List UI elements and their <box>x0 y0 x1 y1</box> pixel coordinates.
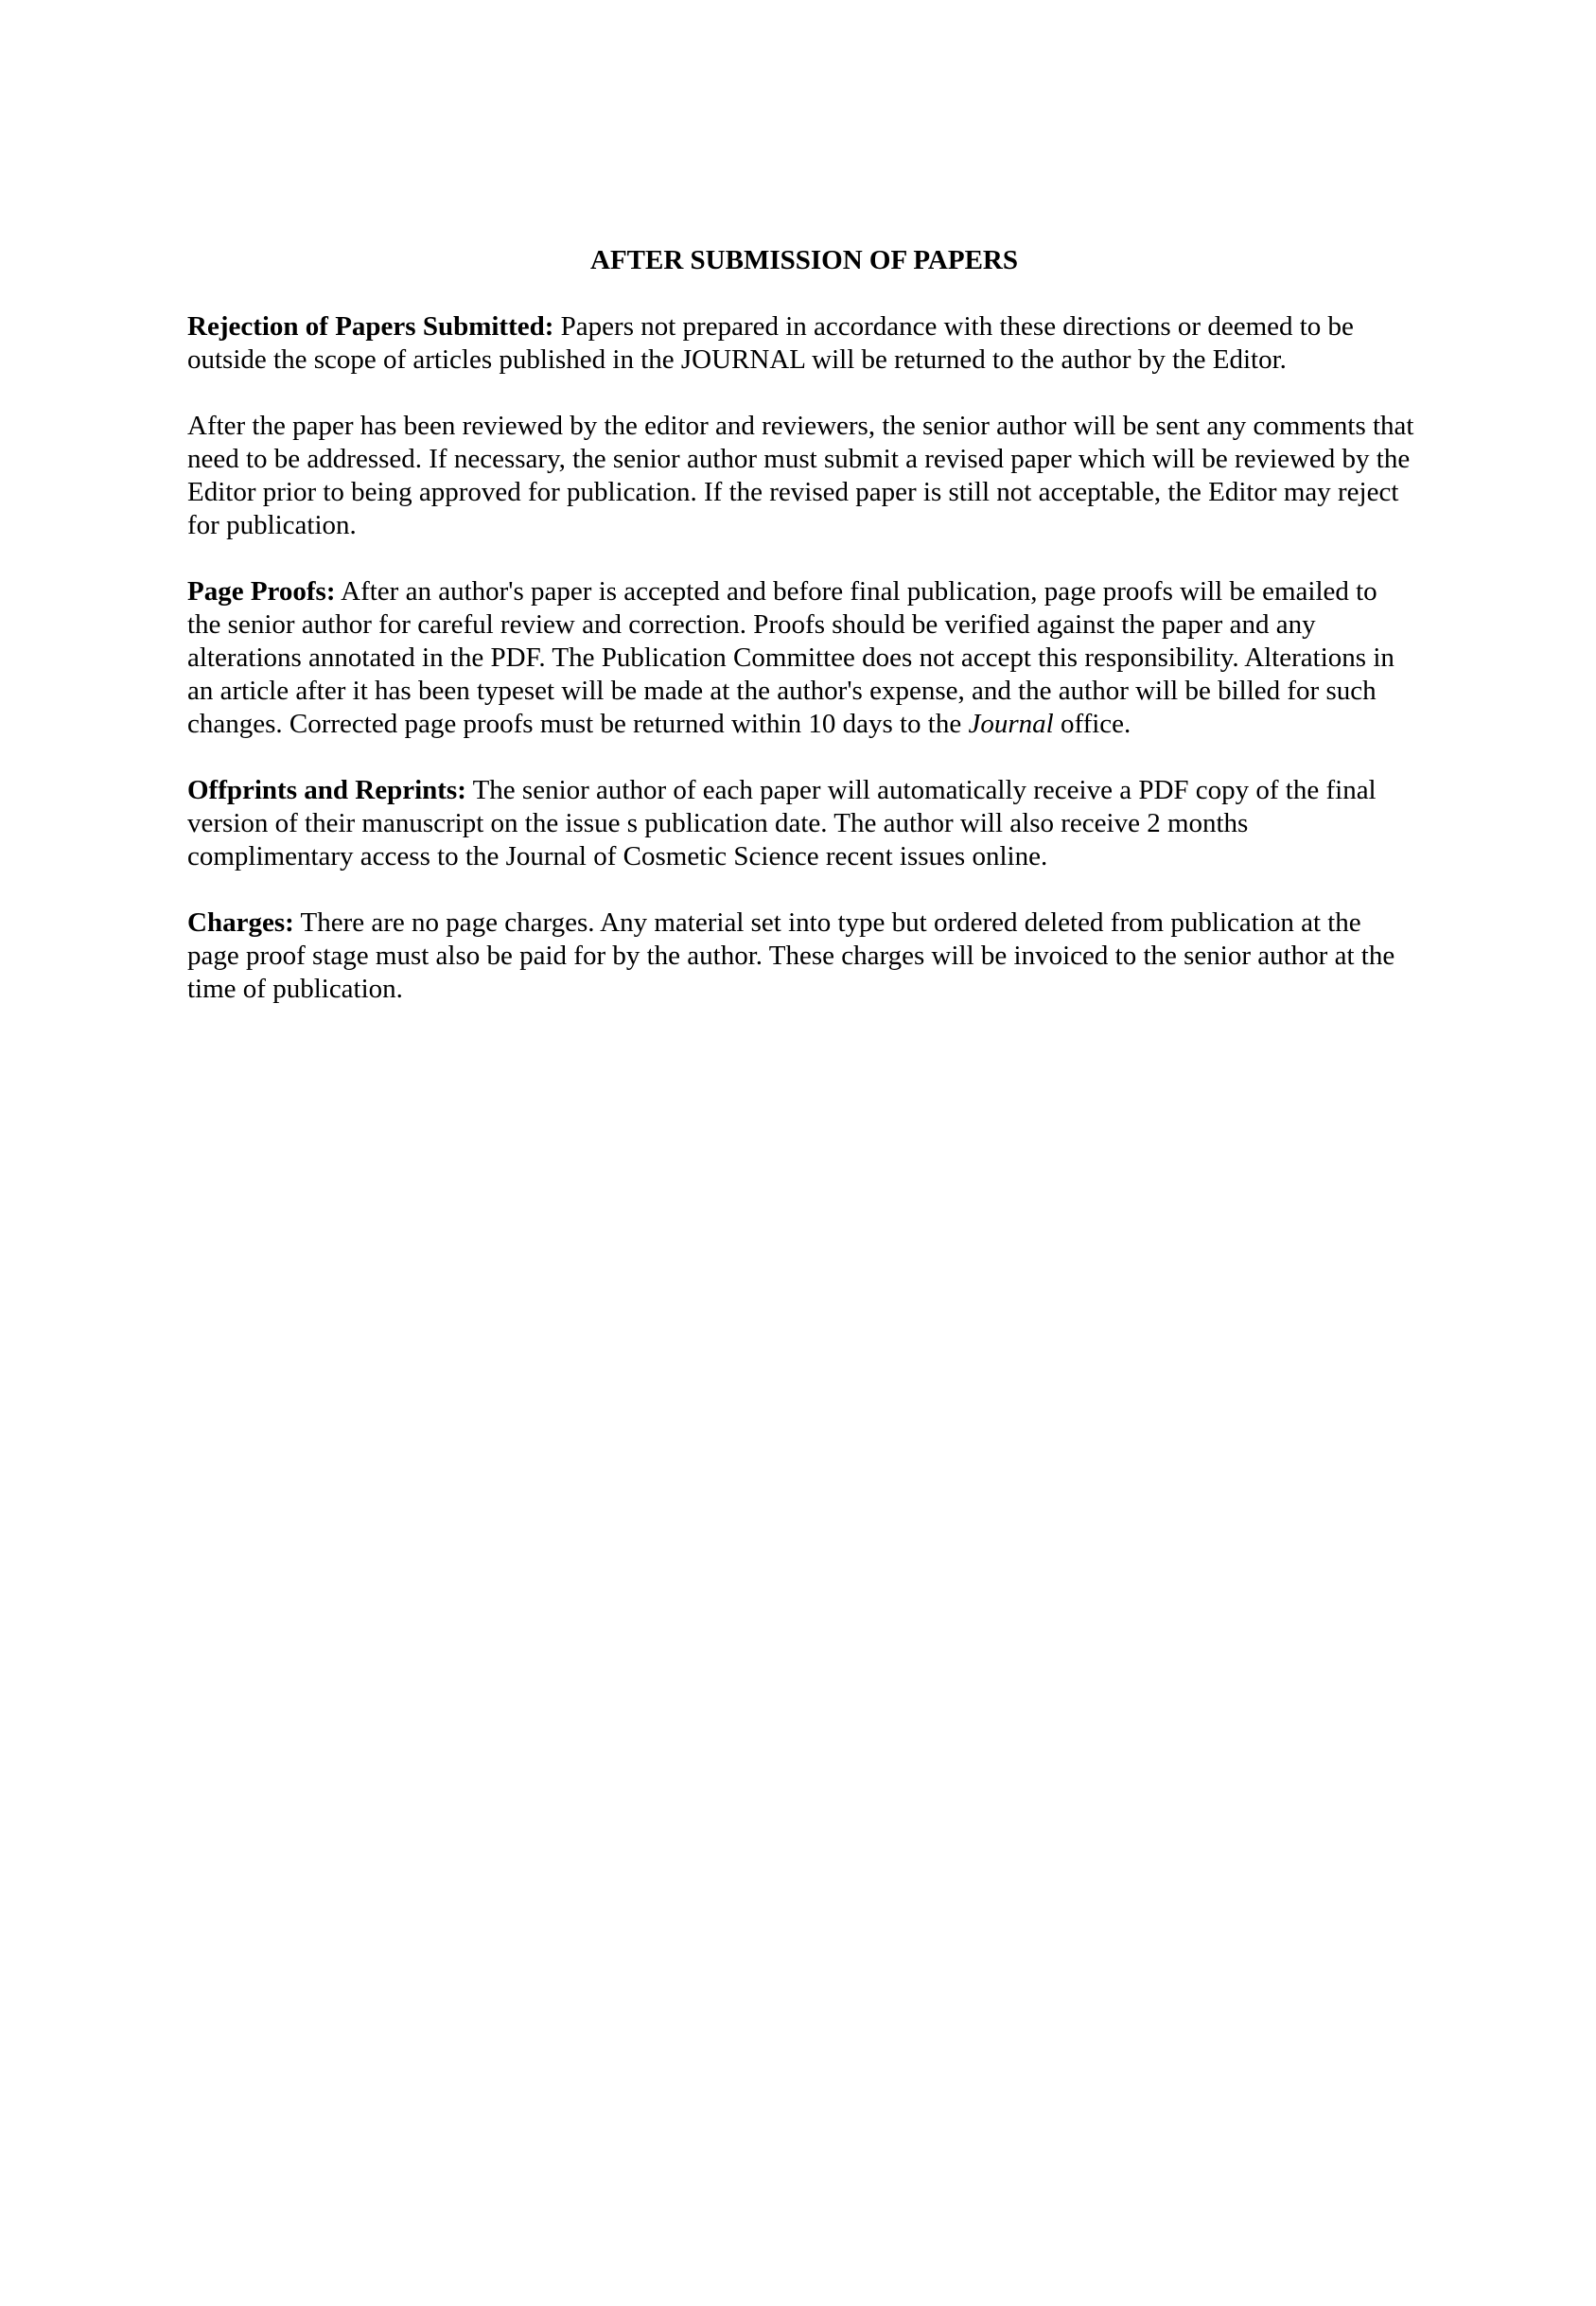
page-proofs-heading: Page Proofs: <box>187 576 336 607</box>
page-title: AFTER SUBMISSION OF PAPERS <box>590 245 1018 275</box>
charges-paragraph <box>187 907 1417 1006</box>
review-paragraph <box>187 410 1417 542</box>
page-proofs-tail: office. <box>1053 709 1131 739</box>
charges-body: There are no page charges. Any material set into type but ordered deleted from publication at the page proof stage must also be paid for by the author. These charges will be invoiced to the senior author at the time of publication. <box>187 907 1395 1004</box>
page-proofs-journal-emphasis: Journal <box>968 709 1054 739</box>
offprints-paragraph <box>187 774 1417 873</box>
rejection-heading: Rejection of Papers Submitted: <box>187 311 554 342</box>
page-proofs-body: After an author's paper is accepted and before final publication, page proofs will be emailed to the senior author for careful review and correction. Proofs should be verified against the paper and any alterations annotated in the PDF. The Publication Committee does not accept this responsibility. Alterations in an article after it has been typeset will be made at the author's expense, and the author will be billed for such changes. Corrected page proofs must be returned within 10 days to the <box>187 576 1394 739</box>
document-page <box>187 244 1417 1039</box>
offprints-body: The senior author of each paper will automatically receive a PDF copy of the final version of their manuscript on the issue s publication date. The author will also receive 2 months complimentary access to the Journal of Cosmetic Science recent issues online. <box>187 775 1377 871</box>
offprints-heading: Offprints and Reprints: <box>187 775 466 805</box>
rejection-paragraph <box>187 310 1417 377</box>
review-body: After the paper has been reviewed by the editor and reviewers, the senior author will be sent any comments that need to be addressed. If necessary, the senior author must submit a revised paper which will be reviewed by the Editor prior to being approved for publication. If the revised paper is still not acceptable, the Editor may reject for publication. <box>187 411 1414 540</box>
charges-heading: Charges: <box>187 907 294 938</box>
rejection-body: Papers not prepared in accordance with these directions or deemed to be outside the scope of articles published in the JOURNAL will be returned to the author by the Editor. <box>187 311 1354 375</box>
page-proofs-paragraph <box>187 575 1417 741</box>
